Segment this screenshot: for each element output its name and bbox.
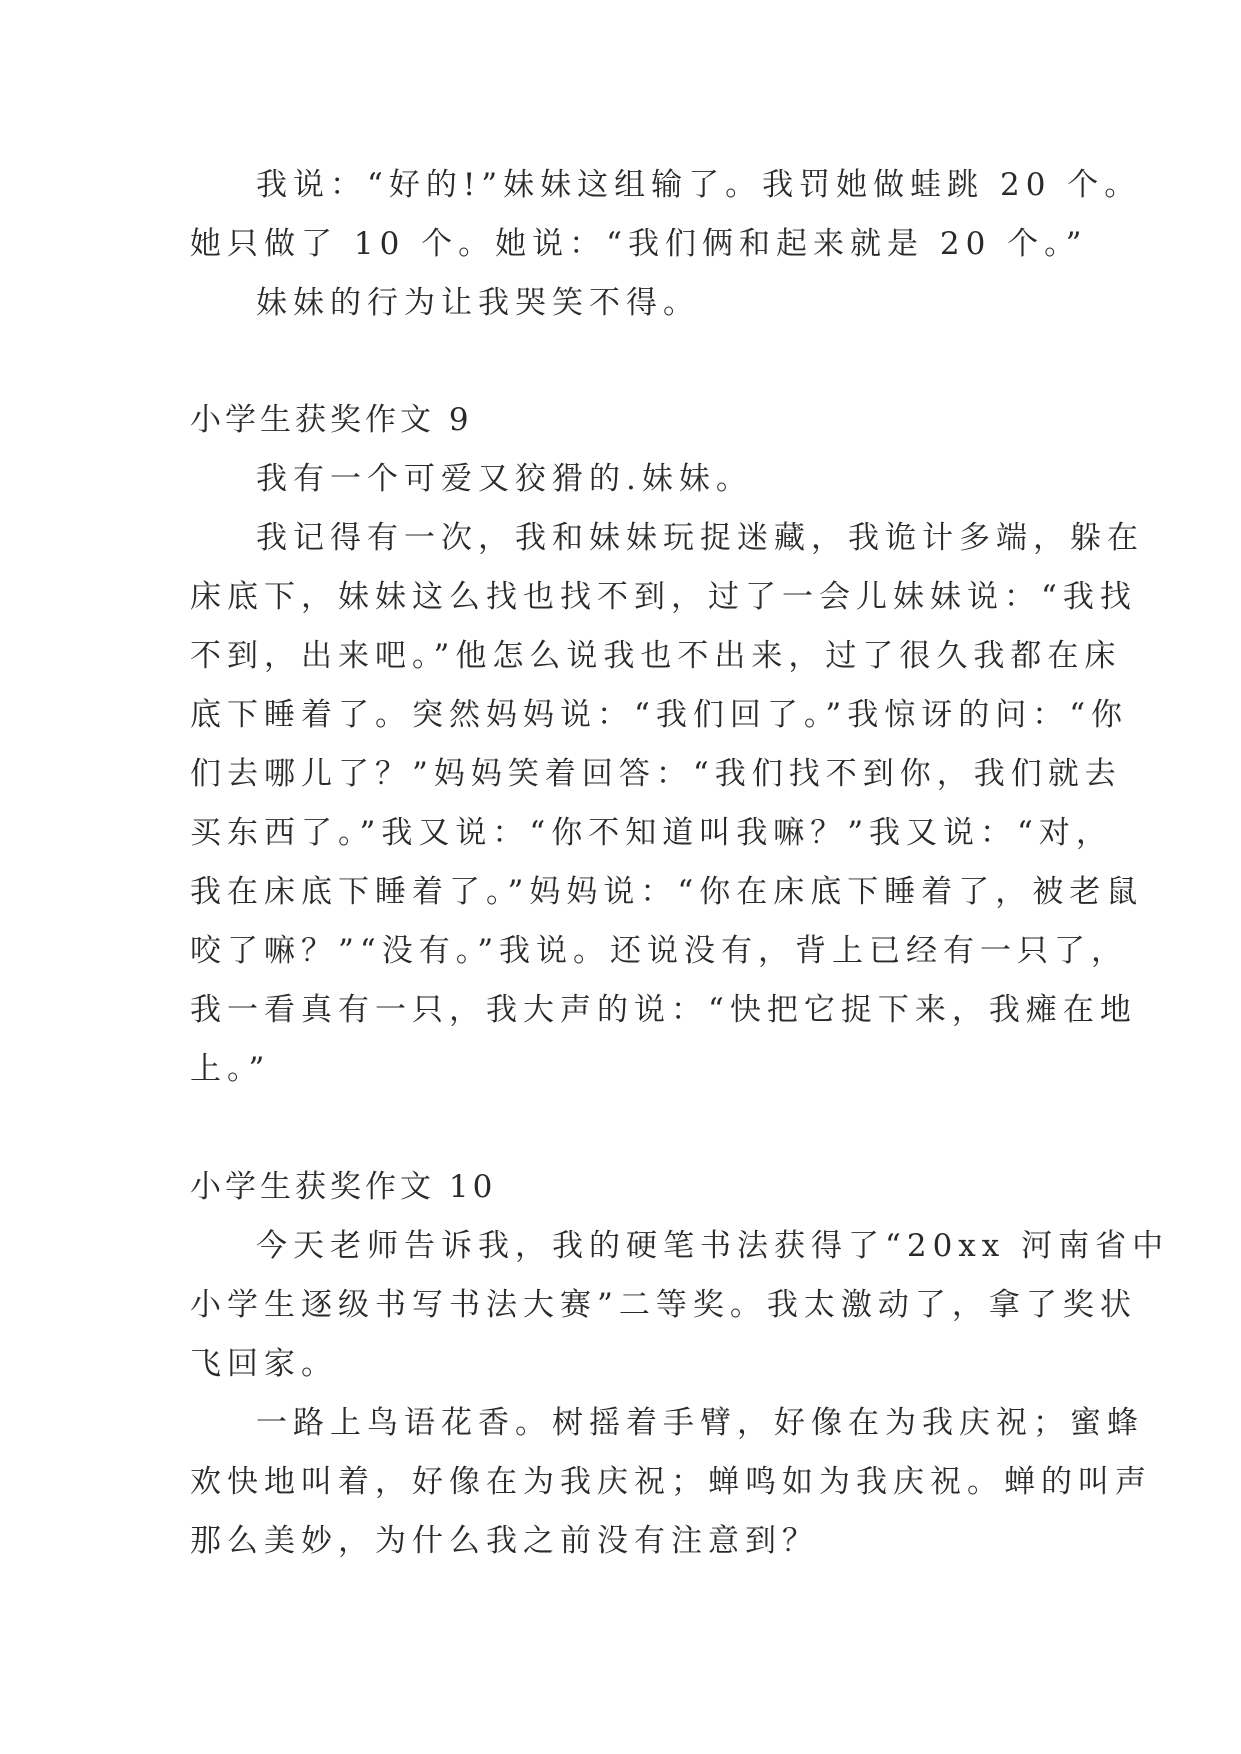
- paragraph-line: 我记得有一次，我和妹妹玩捉迷藏，我诡计多端，躲在: [256, 520, 1144, 556]
- paragraph-line: 欢快地叫着，好像在为我庆祝；蝉鸣如为我庆祝。蝉的叫声: [190, 1464, 1152, 1500]
- paragraph-line: 一路上鸟语花香。树摇着手臂，好像在为我庆祝；蜜蜂: [256, 1405, 1144, 1441]
- paragraph-line: 我有一个可爱又狡猾的.妹妹。: [256, 461, 753, 497]
- paragraph-line: 底下睡着了。突然妈妈说：“我们回了。”我惊讶的问：“你: [190, 697, 1129, 733]
- paragraph-line: 小学生逐级书写书法大赛”二等奖。我太激动了，拿了奖状: [190, 1287, 1137, 1323]
- essay-heading: 小学生获奖作文 9: [190, 402, 473, 438]
- paragraph-line: 我说：“好的!”妹妹这组输了。我罚她做蛙跳 20 个。: [256, 167, 1142, 203]
- paragraph-line: 们去哪儿了？”妈妈笑着回答：“我们找不到你，我们就去: [190, 756, 1122, 792]
- paragraph-line: 飞回家。: [190, 1346, 338, 1382]
- paragraph-line: 那么美妙，为什么我之前没有注意到？: [190, 1523, 819, 1559]
- paragraph-line: 咬了嘛？”“没有。”我说。还说没有，背上已经有一只了，: [190, 933, 1129, 969]
- essay-heading: 小学生获奖作文 10: [190, 1169, 497, 1205]
- paragraph-line: 床底下，妹妹这么找也找不到，过了一会儿妹妹说：“我找: [190, 579, 1137, 615]
- paragraph-line: 妹妹的行为让我哭笑不得。: [256, 285, 700, 321]
- paragraph-line: 不到，出来吧。”他怎么说我也不出来，过了很久我都在床: [190, 638, 1122, 674]
- paragraph-line: 买东西了。”我又说：“你不知道叫我嘛？”我又说：“对，: [190, 815, 1113, 851]
- paragraph-line: 我一看真有一只，我大声的说：“快把它捉下来，我瘫在地: [190, 992, 1137, 1028]
- paragraph-line: 上。”: [190, 1051, 271, 1087]
- paragraph-line: 她只做了 10 个。她说：“我们俩和起来就是 20 个。”: [190, 226, 1088, 262]
- paragraph-line: 我在床底下睡着了。”妈妈说：“你在床底下睡着了，被老鼠: [190, 874, 1144, 910]
- paragraph-line: 今天老师告诉我，我的硬笔书法获得了“20xx 河南省中: [256, 1228, 1170, 1264]
